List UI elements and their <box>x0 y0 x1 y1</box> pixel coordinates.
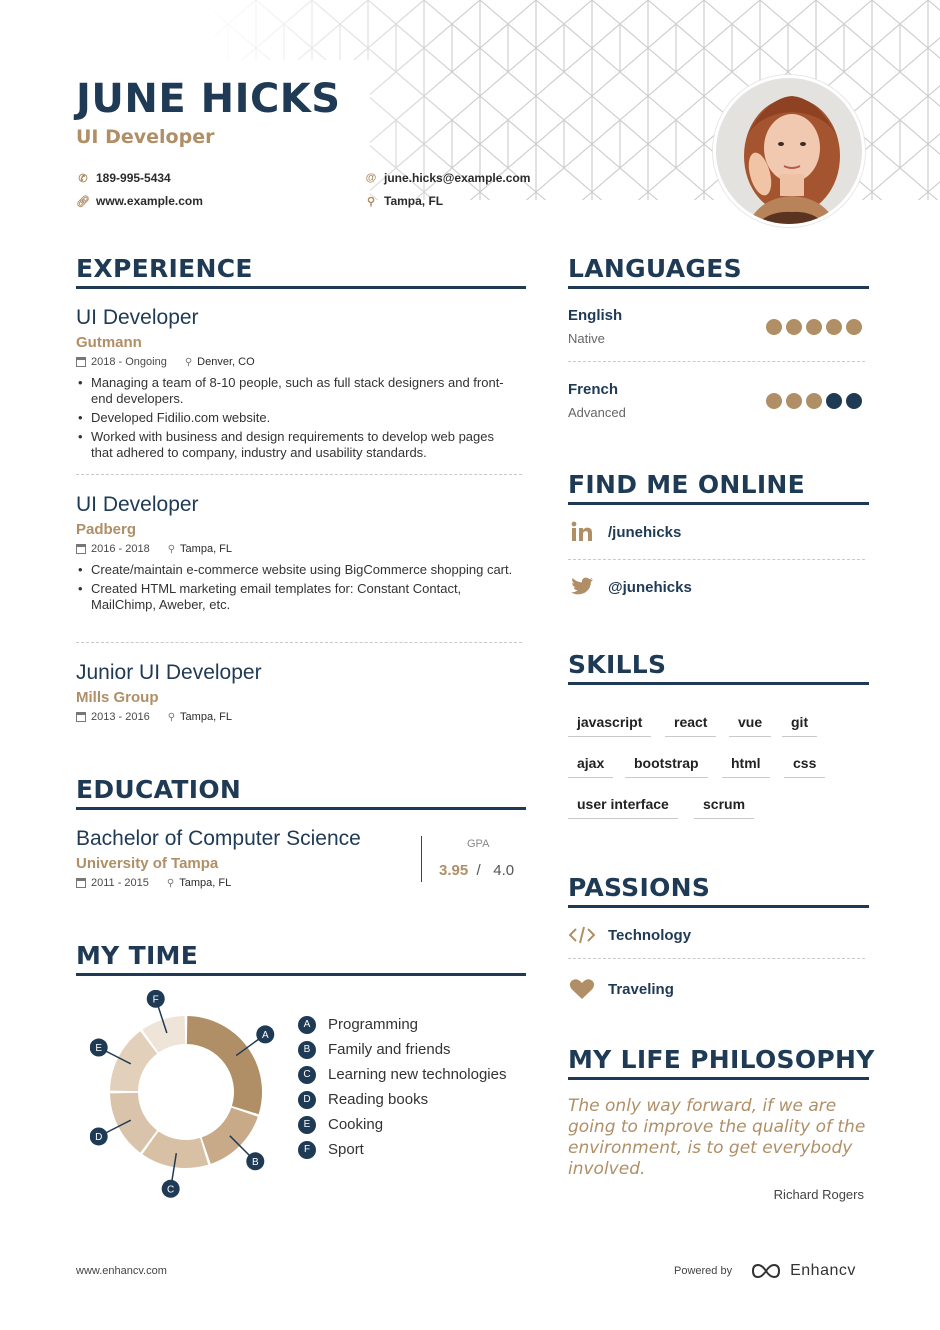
gpa-separator: / <box>476 862 481 879</box>
legend-badge: E <box>298 1116 316 1134</box>
company-3: Mills Group <box>76 689 159 706</box>
calendar-icon <box>76 712 86 722</box>
passion-divider <box>568 958 865 959</box>
heart-icon <box>568 978 596 1000</box>
online-rule <box>568 502 869 505</box>
rating-dot-filled <box>766 393 782 409</box>
linkedin-handle: /junehicks <box>608 523 682 541</box>
rating-dot-filled <box>826 319 842 335</box>
language-divider <box>568 361 865 362</box>
my-time-donut-chart <box>90 990 290 1200</box>
powered-by-label: Powered by <box>674 1265 733 1277</box>
skill-tag: css <box>784 755 825 778</box>
donut-label-letter: C <box>167 1184 175 1196</box>
education-meta <box>76 877 231 889</box>
code-icon <box>568 926 596 944</box>
enhancv-logo-icon <box>750 1263 782 1279</box>
skill-tag: vue <box>729 714 771 737</box>
job-dates-3: 2013 - 2016 <box>91 711 150 723</box>
twitter-link[interactable] <box>568 577 692 597</box>
passion-label: Technology <box>608 926 692 944</box>
job-meta-2 <box>76 543 232 555</box>
job-bullet: • Created HTML marketing email templates for: Constant Contact, MailChimp, Aweber, etc. <box>76 581 516 613</box>
find-me-online-heading: FIND ME ONLINE <box>568 470 806 499</box>
language-level-2: Advanced <box>568 405 626 420</box>
location-pin-icon: ⚲ <box>366 195 376 208</box>
donut-label-letter: E <box>95 1043 103 1055</box>
language-name-1: English <box>568 307 623 324</box>
job-bullet: • Worked with business and design requirements to develop web pages that adhered to company, industry and usability standards. <box>76 429 516 461</box>
linkedin-icon <box>568 521 596 543</box>
job-bullets-2 <box>76 562 516 616</box>
donut-slice <box>187 1016 262 1114</box>
education-rule <box>76 807 526 810</box>
twitter-icon <box>568 577 596 597</box>
job-title-1: UI Developer <box>76 306 199 329</box>
legend-label: Cooking <box>328 1116 384 1133</box>
job-divider <box>76 642 522 643</box>
enhancv-brand: Enhancv <box>790 1262 856 1279</box>
gpa-label: GPA <box>467 838 490 850</box>
job-meta-3 <box>76 711 232 723</box>
rating-dot-filled <box>766 319 782 335</box>
experience-rule <box>76 286 526 289</box>
education-heading: EDUCATION <box>76 775 242 804</box>
profile-photo <box>713 75 865 227</box>
legend-item <box>298 1037 506 1062</box>
skill-tag: scrum <box>694 796 754 819</box>
skill-tag: ajax <box>568 755 613 778</box>
education-location: Tampa, FL <box>179 877 232 889</box>
phone-icon: ✆ <box>78 172 88 185</box>
passions-rule <box>568 905 869 908</box>
job-location-2: Tampa, FL <box>180 543 233 555</box>
linkedin-link[interactable] <box>568 521 681 543</box>
gpa-value <box>439 862 514 879</box>
job-dates-1: 2018 - Ongoing <box>91 356 167 368</box>
rating-dot-filled <box>786 319 802 335</box>
philosophy-heading: MY LIFE PHILOSOPHY <box>568 1045 875 1074</box>
passions-heading: PASSIONS <box>568 873 711 902</box>
legend-badge: B <box>298 1041 316 1059</box>
experience-heading: EXPERIENCE <box>76 254 253 283</box>
education-dates: 2011 - 2015 <box>91 877 149 889</box>
legend-badge: D <box>298 1091 316 1109</box>
calendar-icon <box>76 357 86 367</box>
at-icon: @ <box>365 172 377 184</box>
website-contact[interactable] <box>76 194 203 208</box>
job-bullets-1 <box>76 375 516 464</box>
passion-label: Traveling <box>608 980 674 998</box>
language-name-2: French <box>568 381 619 398</box>
legend-label: Reading books <box>328 1091 429 1108</box>
job-meta-1 <box>76 356 255 368</box>
quote-author: Richard Rogers <box>773 1187 864 1202</box>
rating-dot-filled <box>846 319 862 335</box>
legend-badge: C <box>298 1066 316 1084</box>
legend-label: Family and friends <box>328 1041 451 1058</box>
donut-label-letter: D <box>95 1131 103 1143</box>
job-location-1: Denver, CO <box>197 356 255 368</box>
company-2: Padberg <box>76 521 137 538</box>
email-text: june.hicks@example.com <box>384 171 531 185</box>
legend-label: Programming <box>328 1016 419 1033</box>
job-title-3: Junior UI Developer <box>76 661 262 684</box>
skill-tag: react <box>665 714 716 737</box>
rating-dot-filled <box>806 319 822 335</box>
website-text: www.example.com <box>96 194 203 208</box>
skills-heading: SKILLS <box>568 650 667 679</box>
languages-heading: LANGUAGES <box>568 254 742 283</box>
skill-tag: javascript <box>568 714 651 737</box>
gpa-score: 3.95 <box>439 862 469 879</box>
my-time-heading: MY TIME <box>76 941 199 970</box>
legend-item <box>298 1062 506 1087</box>
my-time-legend <box>298 1012 506 1162</box>
skill-tag: html <box>722 755 770 778</box>
job-bullet: • Managing a team of 8-10 people, such as full stack designers and front-end developers. <box>76 375 516 407</box>
location-pin-icon: ⚲ <box>184 356 193 368</box>
footer-powered-by <box>674 1262 856 1280</box>
job-dates-2: 2016 - 2018 <box>91 543 150 555</box>
candidate-name: JUNE HICKS <box>76 76 341 122</box>
language-rating-1 <box>766 319 862 335</box>
job-bullet: • Developed Fidilio.com website. <box>76 410 516 426</box>
legend-item <box>298 1087 506 1112</box>
calendar-icon <box>76 544 86 554</box>
philosophy-quote: The only way forward, if we are going to improve the quality of the environment, is to get everybody involved. <box>568 1096 866 1179</box>
job-divider <box>76 474 522 475</box>
passion-item-technology <box>568 926 691 944</box>
gpa-max: 4.0 <box>493 862 515 879</box>
my-time-rule <box>76 973 526 976</box>
legend-label: Sport <box>328 1141 364 1158</box>
donut-label-letter: A <box>261 1029 269 1041</box>
calendar-icon <box>76 878 86 888</box>
legend-item <box>298 1012 506 1037</box>
passion-item-traveling <box>568 978 674 1000</box>
rating-dot-filled <box>806 393 822 409</box>
location-pin-icon: ⚲ <box>167 543 176 555</box>
job-title-2: UI Developer <box>76 493 199 516</box>
legend-badge: A <box>298 1016 316 1034</box>
language-level-1: Native <box>568 331 605 346</box>
skill-tag: bootstrap <box>625 755 708 778</box>
online-divider <box>568 559 865 560</box>
email-contact[interactable] <box>364 171 530 185</box>
phone-contact[interactable] <box>76 171 171 185</box>
language-rating-2 <box>766 393 862 409</box>
candidate-role: UI Developer <box>76 126 215 148</box>
legend-label: Learning new technologies <box>328 1066 507 1083</box>
languages-rule <box>568 286 869 289</box>
philosophy-rule <box>568 1077 869 1080</box>
job-location-3: Tampa, FL <box>180 711 233 723</box>
gpa-divider <box>421 836 422 882</box>
degree-title: Bachelor of Computer Science <box>76 827 361 850</box>
location-text: Tampa, FL <box>384 194 444 208</box>
twitter-handle: @junehicks <box>608 578 692 596</box>
legend-badge: F <box>298 1141 316 1159</box>
donut-label-letter: B <box>251 1156 259 1168</box>
location-contact <box>364 194 443 208</box>
school-name: University of Tampa <box>76 855 219 872</box>
skill-tag: git <box>782 714 817 737</box>
link-icon: 🔗︎ <box>76 195 90 208</box>
footer-site-link[interactable]: www.enhancv.com <box>76 1265 167 1277</box>
rating-dot-empty <box>826 393 842 409</box>
phone-text: 189-995-5434 <box>96 171 171 185</box>
skills-rule <box>568 682 869 685</box>
company-1: Gutmann <box>76 334 142 351</box>
location-pin-icon: ⚲ <box>167 711 176 723</box>
rating-dot-filled <box>786 393 802 409</box>
location-pin-icon: ⚲ <box>166 877 175 889</box>
donut-label-letter: F <box>152 994 159 1006</box>
legend-item <box>298 1112 506 1137</box>
legend-item <box>298 1137 506 1162</box>
rating-dot-empty <box>846 393 862 409</box>
skill-tag: user interface <box>568 796 678 819</box>
job-bullet: • Create/maintain e-commerce website using BigCommerce shopping cart. <box>76 562 516 578</box>
